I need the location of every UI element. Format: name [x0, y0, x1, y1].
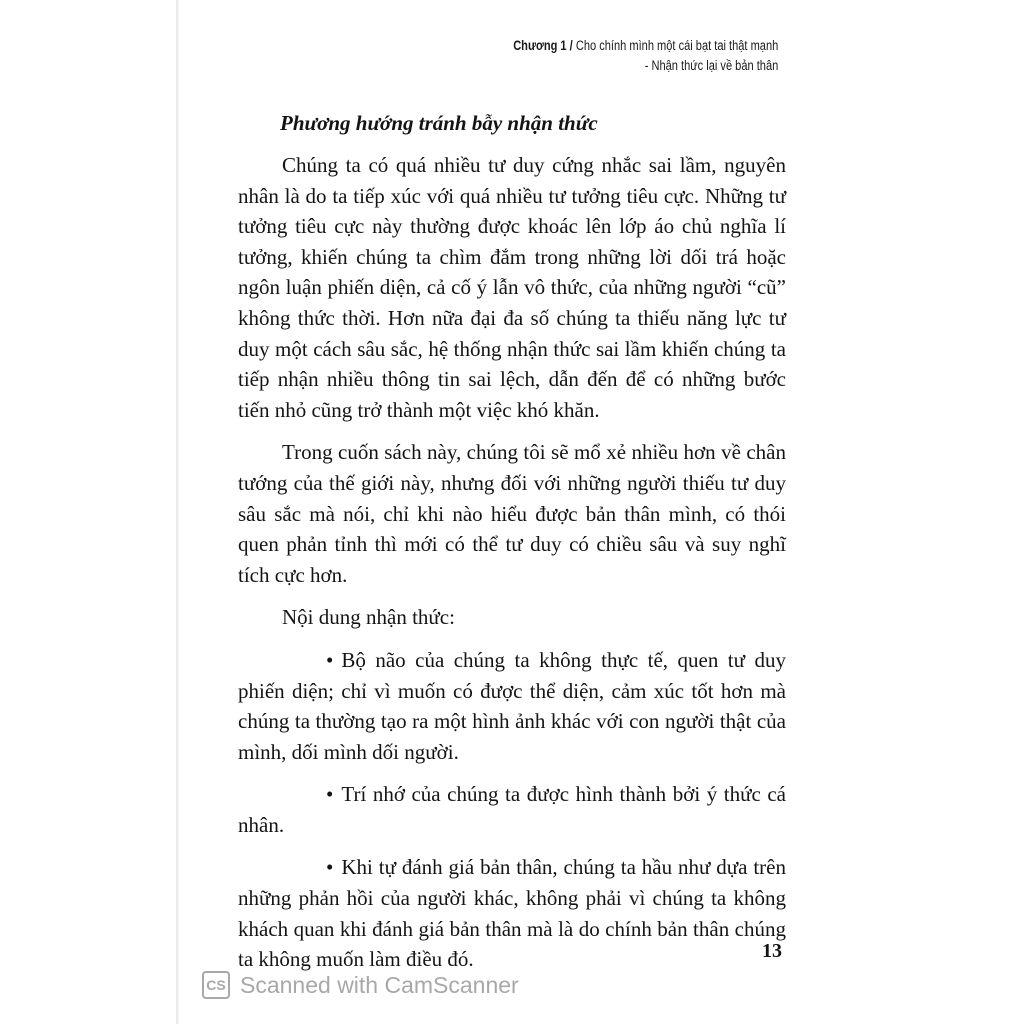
- watermark-text: Scanned with CamScanner: [240, 971, 519, 998]
- running-head-chapter: [513, 36, 778, 56]
- page-body: [238, 108, 786, 987]
- bullet-item: [238, 779, 786, 840]
- paragraph: Trong cuốn sách này, chúng tôi sẽ mổ xẻ nhiều hơn về chân tướng của thế giới này, nhưng đối với những người thiếu tư duy sâu sắc mà nói, chỉ khi nào hiểu được bản thân mình, có thói quen phản tỉnh thì mới có thể tư duy có chiều sâu và suy nghĩ tích cực hơn.: [238, 440, 786, 587]
- bullet-icon: •: [326, 855, 334, 880]
- page-edge: [176, 0, 179, 1024]
- camscanner-watermark: [202, 968, 519, 1002]
- section-heading: Phương hướng tránh bẫy nhận thức: [280, 111, 598, 135]
- bullet-icon: •: [326, 647, 334, 672]
- chapter-title: Cho chính mình một cái bạt tai thật mạnh: [575, 38, 778, 53]
- bullet-item: [238, 645, 786, 767]
- chapter-label: Chương 1 /: [512, 38, 573, 53]
- bullet-text: Bộ não của chúng ta không thực tế, quen tư duy phiến diện; chỉ vì muốn có được thể diện, cảm xúc tốt hơn mà chúng ta thường tạo ra một hình ảnh khác với con người thật của mình, dối mình dối người.: [238, 647, 786, 764]
- bullet-item: [238, 852, 786, 974]
- bullet-text: Trí nhớ của chúng ta được hình thành bởi ý thức cá nhân.: [238, 782, 786, 837]
- camscanner-logo-icon: CS: [202, 971, 230, 999]
- bullet-text: Khi tự đánh giá bản thân, chúng ta hầu như dựa trên những phản hồi của người khác, không phải vì chúng ta không khách quan khi đánh giá bản thân mà là do chính bản thân chúng ta không muốn làm điều đó.: [238, 855, 786, 972]
- paragraph: Chúng ta có quá nhiều tư duy cứng nhắc sai lầm, nguyên nhân là do ta tiếp xúc với quá nhiều tư tưởng tiêu cực. Những tư tưởng tiêu cực này thường được khoác lên lớp áo chủ nghĩa lí tưởng, khiến chúng ta chìm đắm trong những lời dối trá hoặc ngôn luận phiến diện, cả cố ý lẫn vô thức, của những người “cũ” không thức thời. Hơn nữa đại đa số chúng ta thiếu năng lực tư duy một cách sâu sắc, hệ thống nhận thức sai lầm khiến chúng ta tiếp nhận nhiều thông tin sai lệch, dẫn đến để có những bước tiến nhỏ cũng trở thành một việc khó khăn.: [238, 153, 786, 422]
- running-head-subtitle: - Nhận thức lại về bản thân: [644, 58, 778, 73]
- bullet-icon: •: [326, 782, 334, 807]
- running-head: [513, 36, 778, 76]
- paragraph: Nội dung nhận thức:: [282, 605, 455, 630]
- page-number: 13: [762, 940, 782, 962]
